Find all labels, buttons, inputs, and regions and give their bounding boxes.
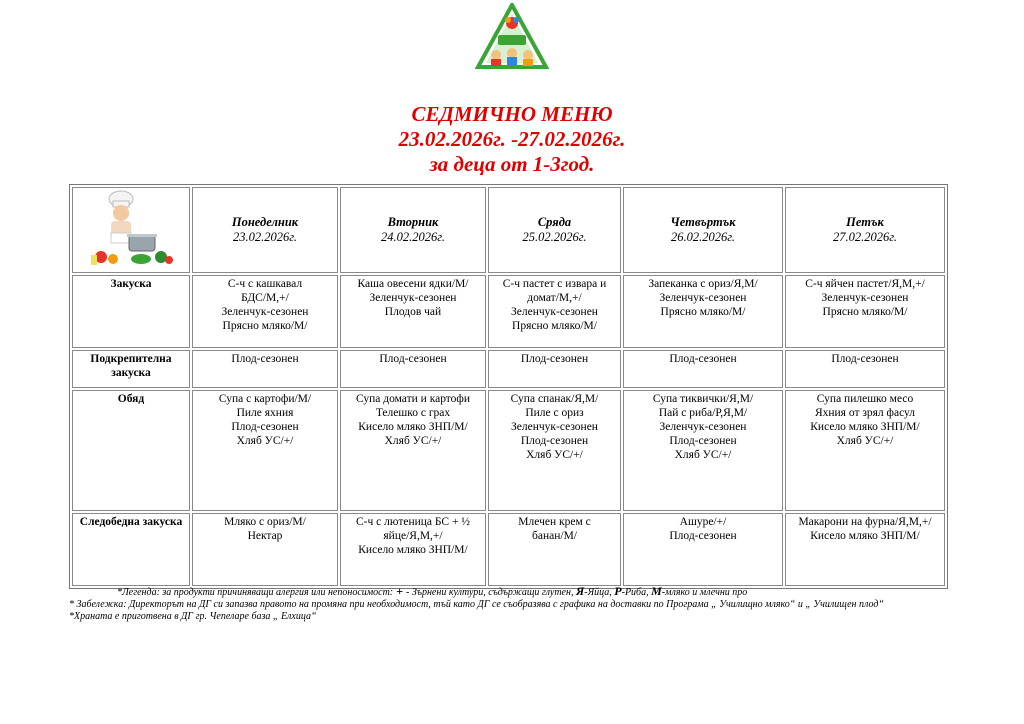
menu-cell	[192, 390, 338, 511]
menu-item: Прясно мляко/М/	[660, 306, 746, 318]
menu-item: Яхния от зрял фасул	[814, 407, 916, 419]
menu-cell	[785, 350, 945, 388]
day-date: 27.02.2026г.	[832, 230, 898, 244]
menu-item: Нектар	[247, 530, 283, 542]
menu-item: Прясно мляко/М/	[822, 306, 908, 318]
meal-row	[72, 350, 945, 388]
header-row	[72, 187, 945, 273]
menu-cell	[623, 390, 783, 511]
menu-item: Плод-сезонен	[669, 435, 737, 447]
menu-cell	[488, 390, 621, 511]
menu-item: Плод-сезонен	[831, 353, 899, 365]
menu-item: Плод-сезонен	[520, 435, 589, 447]
meal-row	[72, 275, 945, 348]
menu-cell	[785, 513, 945, 586]
menu-cell	[192, 275, 338, 348]
menu-cell	[340, 390, 486, 511]
day-name: Вторник	[387, 215, 439, 229]
menu-item: Супа пилешко месо	[816, 393, 914, 405]
meal-label: Обяд	[72, 390, 190, 511]
day-name: Петък	[846, 215, 884, 229]
kitchen-note: *Храната е приготвена в ДГ гр. Чепеларе база „ Елхица“	[69, 611, 317, 622]
page-title: СЕДМИЧНО МЕНЮ	[411, 102, 613, 126]
menu-cell	[623, 275, 783, 348]
menu-item: Зеленчук-сезонен	[221, 306, 309, 318]
menu-item: Плод-сезонен	[231, 421, 299, 433]
menu-item: Хляб УС/+/	[384, 435, 442, 447]
menu-item: Кисело мляко ЗНП/М/	[358, 421, 468, 433]
meal-row	[72, 513, 945, 586]
menu-item: Зеленчук-сезонен	[511, 306, 598, 318]
kindergarten-logo	[474, 3, 550, 71]
menu-item: Хляб УС/+/	[674, 449, 732, 461]
menu-item: Зеленчук-сезонен	[659, 292, 747, 304]
menu-item: Супа домати и картофи	[355, 393, 471, 405]
allergen-legend: *Легенда: за продукти причиняващи алергия или непоносимост: + - Зърнени култури, съдържащи глутен, Я-Яйца, Р-Риба, М-мляко и млечни про	[117, 584, 748, 598]
menu-item: Макарони на фурна/Я,М,+/	[798, 516, 932, 528]
menu-item: яйце/Я,М,+/	[383, 530, 443, 542]
menu-item: Кисело мляко ЗНП/М/	[810, 530, 920, 542]
menu-item: Кисело мляко ЗНП/М/	[810, 421, 920, 433]
chef-child-image	[81, 189, 181, 267]
day-date: 25.02.2026г.	[522, 230, 587, 244]
menu-cell	[192, 350, 338, 388]
day-name: Сряда	[537, 215, 572, 229]
menu-table	[69, 184, 948, 589]
menu-item: Телешко с грах	[375, 407, 451, 419]
meal-label: Следобедна закуска	[72, 513, 190, 586]
menu-item: С-ч с кашкавал	[227, 278, 303, 290]
day-date: 23.02.2026г.	[232, 230, 298, 244]
menu-item: Зеленчук-сезонен	[369, 292, 457, 304]
menu-cell	[785, 390, 945, 511]
menu-item: Супа спанак/Я,М/	[510, 393, 599, 405]
day-header	[785, 187, 945, 273]
menu-item: Пиле с ориз	[525, 407, 584, 419]
menu-item: Млечен крем с	[518, 516, 591, 528]
menu-item: Хляб УС/+/	[836, 435, 894, 447]
menu-item: Кисело мляко ЗНП/М/	[358, 544, 468, 556]
menu-item: БДС/М,+/	[241, 292, 289, 304]
menu-cell	[785, 275, 945, 348]
day-name: Четвъртък	[670, 215, 736, 229]
menu-item: Супа с картофи/М/	[218, 393, 312, 405]
menu-item: Мляко с ориз/М/	[224, 516, 306, 528]
menu-item: банан/М/	[532, 530, 577, 542]
day-name: Понеделник	[231, 215, 299, 229]
chef-image-cell	[72, 187, 190, 273]
menu-item: Зеленчук-сезонен	[511, 421, 598, 433]
menu-item: Прясно мляко/М/	[222, 320, 308, 332]
menu-item: Прясно мляко/М/	[512, 320, 597, 332]
menu-item: Запеканка с ориз/Я,М/	[648, 278, 758, 290]
meal-label: Подкрепителна закуска	[72, 350, 190, 388]
day-header	[623, 187, 783, 273]
menu-item: Хляб УС/+/	[236, 435, 294, 447]
director-note: * Забележка: Директорът на ДГ си запазва правото на промяна при необходимост, тъй като ДГ се съобразява с графика на доставки по Програма „ Училищно мляко“ и „ Училищен плод“	[69, 599, 884, 610]
menu-item: Супа тиквички/Я,М/	[652, 393, 754, 405]
menu-cell	[488, 350, 621, 388]
day-date: 26.02.2026г.	[670, 230, 736, 244]
menu-item: Зеленчук-сезонен	[659, 421, 747, 433]
date-range: 23.02.2026г. -27.02.2026г.	[398, 127, 626, 151]
menu-cell	[340, 350, 486, 388]
menu-item: Плод-сезонен	[520, 353, 589, 365]
menu-item: С-ч с лютеница БС + ½	[356, 516, 470, 528]
age-group: за деца от 1-3год.	[429, 152, 595, 176]
menu-item: Плод-сезонен	[669, 353, 737, 365]
menu-item: Плод-сезонен	[231, 353, 299, 365]
day-date: 24.02.2026г.	[380, 230, 446, 244]
day-header	[488, 187, 621, 273]
menu-item: С-ч пастет с извара и	[502, 278, 607, 290]
menu-cell	[623, 350, 783, 388]
menu-item: Каша овесени ядки/М/	[357, 278, 469, 290]
menu-cell	[623, 513, 783, 586]
menu-item: С-ч яйчен пастет/Я,М,+/	[805, 278, 925, 290]
menu-item: Плод-сезонен	[669, 530, 737, 542]
footnotes	[69, 585, 884, 623]
menu-item: Плод-сезонен	[379, 353, 447, 365]
menu-item: Пиле яхния	[236, 407, 294, 419]
menu-cell	[192, 513, 338, 586]
menu-cell	[340, 275, 486, 348]
menu-item: Пай с риба/Р,Я,М/	[658, 407, 748, 419]
day-header	[192, 187, 338, 273]
meal-label: Закуска	[72, 275, 190, 348]
day-header	[340, 187, 486, 273]
menu-cell	[488, 513, 621, 586]
menu-item: Плодов чай	[384, 306, 442, 318]
menu-item: Зеленчук-сезонен	[821, 292, 909, 304]
menu-item: домат/М,+/	[527, 292, 582, 304]
menu-cell	[488, 275, 621, 348]
menu-cell	[340, 513, 486, 586]
menu-item: Хляб УС/+/	[526, 449, 583, 461]
menu-item: Ашуре/+/	[679, 516, 727, 528]
meal-row	[72, 390, 945, 511]
